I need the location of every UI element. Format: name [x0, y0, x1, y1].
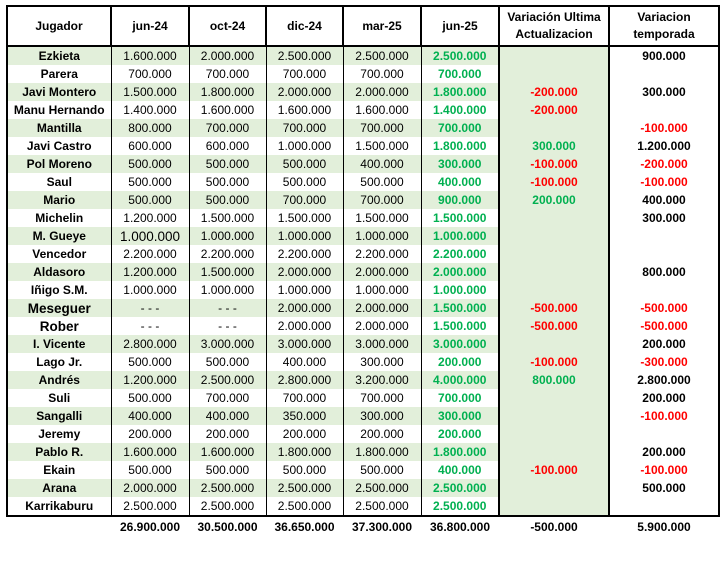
value-jun-24: 1.000.000 [111, 227, 189, 245]
variacion-temporada [609, 281, 719, 299]
value-oct-24: - - - [189, 299, 266, 317]
value-mar-25: 2.000.000 [343, 299, 421, 317]
value-jun-25: 300.000 [421, 155, 499, 173]
variacion-ultima [499, 281, 609, 299]
player-name: Mario [7, 191, 111, 209]
value-dic-24: 500.000 [266, 173, 343, 191]
variacion-temporada: 2.800.000 [609, 371, 719, 389]
total-jun-24: 26.900.000 [119, 520, 181, 534]
value-mar-25: 1.600.000 [343, 101, 421, 119]
value-jun-24: 1.500.000 [111, 83, 189, 101]
value-mar-25: 2.200.000 [343, 245, 421, 263]
table-row [7, 155, 719, 173]
value-mar-25: 3.000.000 [343, 335, 421, 353]
player-name: Karrikaburu [7, 497, 111, 516]
value-jun-24: 2.000.000 [111, 479, 189, 497]
value-dic-24: 400.000 [266, 353, 343, 371]
table-row [7, 46, 719, 65]
player-name: Rober [7, 317, 111, 335]
header-variacion-temporada: Variacion temporada [609, 6, 719, 46]
player-name: Sangalli [7, 407, 111, 425]
value-dic-24: 2.500.000 [266, 497, 343, 516]
total-variacion-temporada: 5.900.000 [637, 520, 691, 534]
value-mar-25: 3.200.000 [343, 371, 421, 389]
player-name: Javi Castro [7, 137, 111, 155]
table-row [7, 137, 719, 155]
value-oct-24: - - - [189, 317, 266, 335]
variacion-ultima [499, 335, 609, 353]
value-dic-24: 700.000 [266, 389, 343, 407]
table-row [7, 461, 719, 479]
variacion-temporada: -300.000 [609, 353, 719, 371]
value-jun-25: 700.000 [421, 389, 499, 407]
header-jun-25: jun-25 [421, 6, 499, 46]
value-oct-24: 1.500.000 [189, 263, 266, 281]
value-dic-24: 200.000 [266, 425, 343, 443]
value-mar-25: 400.000 [343, 155, 421, 173]
player-name: I. Vicente [7, 335, 111, 353]
variacion-temporada [609, 245, 719, 263]
value-mar-25: 2.500.000 [343, 497, 421, 516]
header-oct-24: oct-24 [189, 6, 266, 46]
table-row [7, 83, 719, 101]
total-jun-25: 36.800.000 [429, 520, 491, 534]
value-jun-25: 2.500.000 [421, 497, 499, 516]
value-oct-24: 1.500.000 [189, 209, 266, 227]
value-dic-24: 2.200.000 [266, 245, 343, 263]
variacion-temporada [609, 101, 719, 119]
value-oct-24: 1.000.000 [189, 281, 266, 299]
variacion-ultima [499, 407, 609, 425]
value-jun-24: 2.200.000 [111, 245, 189, 263]
value-jun-25: 1.800.000 [421, 83, 499, 101]
value-oct-24: 1.600.000 [189, 101, 266, 119]
variacion-ultima: -100.000 [499, 155, 609, 173]
player-value-table-container [6, 5, 720, 537]
player-name: Mantilla [7, 119, 111, 137]
variacion-temporada: 500.000 [609, 479, 719, 497]
value-jun-24: 200.000 [111, 425, 189, 443]
variacion-ultima: -200.000 [499, 83, 609, 101]
variacion-temporada: 400.000 [609, 191, 719, 209]
variacion-temporada: -500.000 [609, 317, 719, 335]
value-jun-24: 600.000 [111, 137, 189, 155]
value-mar-25: 2.500.000 [343, 46, 421, 65]
value-mar-25: 1.000.000 [343, 227, 421, 245]
value-jun-24: 500.000 [111, 155, 189, 173]
value-jun-25: 2.000.000 [421, 263, 499, 281]
value-oct-24: 1.000.000 [189, 227, 266, 245]
variacion-ultima: -100.000 [499, 353, 609, 371]
value-dic-24: 2.500.000 [266, 46, 343, 65]
value-dic-24: 500.000 [266, 461, 343, 479]
value-oct-24: 400.000 [189, 407, 266, 425]
value-jun-25: 1.800.000 [421, 137, 499, 155]
value-jun-25: 2.500.000 [421, 479, 499, 497]
table-row [7, 173, 719, 191]
value-jun-24: 1.000.000 [111, 281, 189, 299]
value-dic-24: 1.600.000 [266, 101, 343, 119]
player-name: Suli [7, 389, 111, 407]
value-oct-24: 500.000 [189, 461, 266, 479]
variacion-ultima [499, 46, 609, 65]
table-row [7, 245, 719, 263]
value-mar-25: 300.000 [343, 407, 421, 425]
value-jun-24: 1.600.000 [111, 443, 189, 461]
table-row [7, 479, 719, 497]
variacion-ultima: -100.000 [499, 461, 609, 479]
value-mar-25: 200.000 [343, 425, 421, 443]
value-mar-25: 1.800.000 [343, 443, 421, 461]
variacion-ultima [499, 65, 609, 83]
variacion-ultima: 800.000 [499, 371, 609, 389]
value-oct-24: 700.000 [189, 389, 266, 407]
variacion-ultima: 300.000 [499, 137, 609, 155]
variacion-temporada: -200.000 [609, 155, 719, 173]
variacion-ultima [499, 443, 609, 461]
total-label [7, 516, 111, 537]
value-jun-25: 2.500.000 [421, 46, 499, 65]
header-mar-25: mar-25 [343, 6, 421, 46]
variacion-temporada: 300.000 [609, 209, 719, 227]
value-oct-24: 500.000 [189, 155, 266, 173]
value-dic-24: 700.000 [266, 119, 343, 137]
player-name: Andrés [7, 371, 111, 389]
variacion-temporada: 300.000 [609, 83, 719, 101]
value-oct-24: 700.000 [189, 65, 266, 83]
value-jun-25: 300.000 [421, 407, 499, 425]
value-dic-24: 2.800.000 [266, 371, 343, 389]
value-dic-24: 700.000 [266, 65, 343, 83]
table-row [7, 209, 719, 227]
player-name: Ezkieta [7, 46, 111, 65]
variacion-ultima: -500.000 [499, 299, 609, 317]
table-row [7, 191, 719, 209]
player-name: Parera [7, 65, 111, 83]
variacion-ultima [499, 425, 609, 443]
variacion-temporada [609, 425, 719, 443]
value-dic-24: 2.000.000 [266, 263, 343, 281]
player-value-table [6, 5, 720, 537]
value-dic-24: 2.500.000 [266, 479, 343, 497]
header-jugador: Jugador [7, 6, 111, 46]
value-jun-24: 500.000 [111, 461, 189, 479]
value-jun-25: 1.500.000 [421, 317, 499, 335]
value-dic-24: 2.000.000 [266, 299, 343, 317]
variacion-temporada: -100.000 [609, 407, 719, 425]
variacion-ultima [499, 209, 609, 227]
player-name: M. Gueye [7, 227, 111, 245]
total-oct-24: 30.500.000 [197, 520, 258, 534]
player-name: Pablo R. [7, 443, 111, 461]
value-dic-24: 350.000 [266, 407, 343, 425]
value-oct-24: 2.000.000 [189, 46, 266, 65]
value-jun-25: 900.000 [421, 191, 499, 209]
table-row [7, 101, 719, 119]
variacion-temporada [609, 227, 719, 245]
table-row [7, 263, 719, 281]
variacion-temporada: 200.000 [609, 389, 719, 407]
value-jun-25: 400.000 [421, 173, 499, 191]
value-oct-24: 1.600.000 [189, 443, 266, 461]
value-jun-24: 2.800.000 [111, 335, 189, 353]
value-jun-25: 1.800.000 [421, 443, 499, 461]
table-body [7, 46, 719, 516]
table-row [7, 497, 719, 516]
variacion-temporada: -100.000 [609, 461, 719, 479]
value-jun-24: 1.400.000 [111, 101, 189, 119]
table-row [7, 119, 719, 137]
table-row [7, 443, 719, 461]
variacion-ultima: -500.000 [499, 317, 609, 335]
value-jun-24: 1.600.000 [111, 46, 189, 65]
value-dic-24: 1.500.000 [266, 209, 343, 227]
value-mar-25: 2.000.000 [343, 83, 421, 101]
value-dic-24: 2.000.000 [266, 317, 343, 335]
value-oct-24: 700.000 [189, 119, 266, 137]
total-variacion-ultima: -500.000 [530, 520, 578, 534]
player-name: Arana [7, 479, 111, 497]
value-mar-25: 700.000 [343, 119, 421, 137]
value-jun-25: 200.000 [421, 353, 499, 371]
player-name: Jeremy [7, 425, 111, 443]
table-row [7, 317, 719, 335]
variacion-temporada [609, 65, 719, 83]
value-mar-25: 2.000.000 [343, 263, 421, 281]
value-jun-25: 400.000 [421, 461, 499, 479]
player-name: Meseguer [7, 299, 111, 317]
value-jun-24: 2.500.000 [111, 497, 189, 516]
variacion-temporada: 800.000 [609, 263, 719, 281]
value-jun-25: 3.000.000 [421, 335, 499, 353]
variacion-ultima: -100.000 [499, 173, 609, 191]
value-oct-24: 2.500.000 [189, 371, 266, 389]
value-dic-24: 2.000.000 [266, 83, 343, 101]
variacion-temporada: 200.000 [609, 335, 719, 353]
value-oct-24: 500.000 [189, 191, 266, 209]
header-jun-24: jun-24 [111, 6, 189, 46]
variacion-ultima [499, 245, 609, 263]
variacion-ultima: 200.000 [499, 191, 609, 209]
value-jun-25: 700.000 [421, 119, 499, 137]
player-name: Manu Hernando [7, 101, 111, 119]
value-jun-24: 500.000 [111, 353, 189, 371]
value-oct-24: 500.000 [189, 353, 266, 371]
value-mar-25: 700.000 [343, 191, 421, 209]
value-jun-24: 500.000 [111, 191, 189, 209]
variacion-temporada: -100.000 [609, 173, 719, 191]
player-name: Saul [7, 173, 111, 191]
header-row [7, 6, 719, 46]
value-dic-24: 1.000.000 [266, 137, 343, 155]
value-mar-25: 1.500.000 [343, 209, 421, 227]
player-name: Aldasoro [7, 263, 111, 281]
variacion-ultima [499, 227, 609, 245]
value-jun-24: 500.000 [111, 389, 189, 407]
header-variacion-ultima: Variación Ultima Actualizacion [499, 6, 609, 46]
table-row [7, 407, 719, 425]
value-jun-24: 400.000 [111, 407, 189, 425]
variacion-ultima [499, 119, 609, 137]
variacion-temporada: 1.200.000 [609, 137, 719, 155]
value-dic-24: 500.000 [266, 155, 343, 173]
value-oct-24: 600.000 [189, 137, 266, 155]
value-jun-24: 800.000 [111, 119, 189, 137]
table-row [7, 227, 719, 245]
table-row [7, 65, 719, 83]
value-mar-25: 700.000 [343, 389, 421, 407]
table-row [7, 371, 719, 389]
header-dic-24: dic-24 [266, 6, 343, 46]
total-dic-24: 36.650.000 [274, 520, 335, 534]
total-mar-25: 37.300.000 [351, 520, 413, 534]
value-jun-25: 4.000.000 [421, 371, 499, 389]
variacion-temporada: -500.000 [609, 299, 719, 317]
variacion-ultima [499, 497, 609, 516]
value-jun-24: 1.200.000 [111, 209, 189, 227]
value-oct-24: 3.000.000 [189, 335, 266, 353]
value-jun-25: 1.500.000 [421, 299, 499, 317]
table-row [7, 335, 719, 353]
value-oct-24: 1.800.000 [189, 83, 266, 101]
variacion-ultima: -200.000 [499, 101, 609, 119]
variacion-temporada: 900.000 [609, 46, 719, 65]
value-mar-25: 500.000 [343, 461, 421, 479]
table-row [7, 281, 719, 299]
variacion-ultima [499, 389, 609, 407]
value-mar-25: 300.000 [343, 353, 421, 371]
variacion-ultima [499, 479, 609, 497]
value-mar-25: 2.000.000 [343, 317, 421, 335]
value-mar-25: 700.000 [343, 65, 421, 83]
value-oct-24: 2.200.000 [189, 245, 266, 263]
value-jun-24: - - - [111, 317, 189, 335]
value-jun-24: - - - [111, 299, 189, 317]
table-row [7, 389, 719, 407]
value-mar-25: 1.500.000 [343, 137, 421, 155]
value-jun-24: 1.200.000 [111, 263, 189, 281]
value-mar-25: 2.500.000 [343, 479, 421, 497]
value-jun-24: 700.000 [111, 65, 189, 83]
value-dic-24: 1.800.000 [266, 443, 343, 461]
value-dic-24: 1.000.000 [266, 227, 343, 245]
value-jun-25: 1.500.000 [421, 209, 499, 227]
totals-row [7, 516, 719, 537]
variacion-temporada: -100.000 [609, 119, 719, 137]
player-name: Pol Moreno [7, 155, 111, 173]
player-name: Iñigo S.M. [7, 281, 111, 299]
player-name: Lago Jr. [7, 353, 111, 371]
value-dic-24: 1.000.000 [266, 281, 343, 299]
value-jun-25: 700.000 [421, 65, 499, 83]
value-jun-25: 2.200.000 [421, 245, 499, 263]
value-jun-25: 1.000.000 [421, 281, 499, 299]
table-row [7, 299, 719, 317]
variacion-temporada [609, 497, 719, 516]
value-oct-24: 200.000 [189, 425, 266, 443]
value-jun-25: 1.000.000 [421, 227, 499, 245]
value-jun-24: 500.000 [111, 173, 189, 191]
value-dic-24: 3.000.000 [266, 335, 343, 353]
table-row [7, 353, 719, 371]
value-mar-25: 1.000.000 [343, 281, 421, 299]
player-name: Vencedor [7, 245, 111, 263]
player-name: Michelin [7, 209, 111, 227]
value-dic-24: 700.000 [266, 191, 343, 209]
variacion-ultima [499, 263, 609, 281]
value-jun-25: 1.400.000 [421, 101, 499, 119]
value-mar-25: 500.000 [343, 173, 421, 191]
value-oct-24: 2.500.000 [189, 497, 266, 516]
player-name: Ekain [7, 461, 111, 479]
value-jun-24: 1.200.000 [111, 371, 189, 389]
variacion-temporada: 200.000 [609, 443, 719, 461]
value-oct-24: 2.500.000 [189, 479, 266, 497]
player-name: Javi Montero [7, 83, 111, 101]
value-oct-24: 500.000 [189, 173, 266, 191]
value-jun-25: 200.000 [421, 425, 499, 443]
table-row [7, 425, 719, 443]
